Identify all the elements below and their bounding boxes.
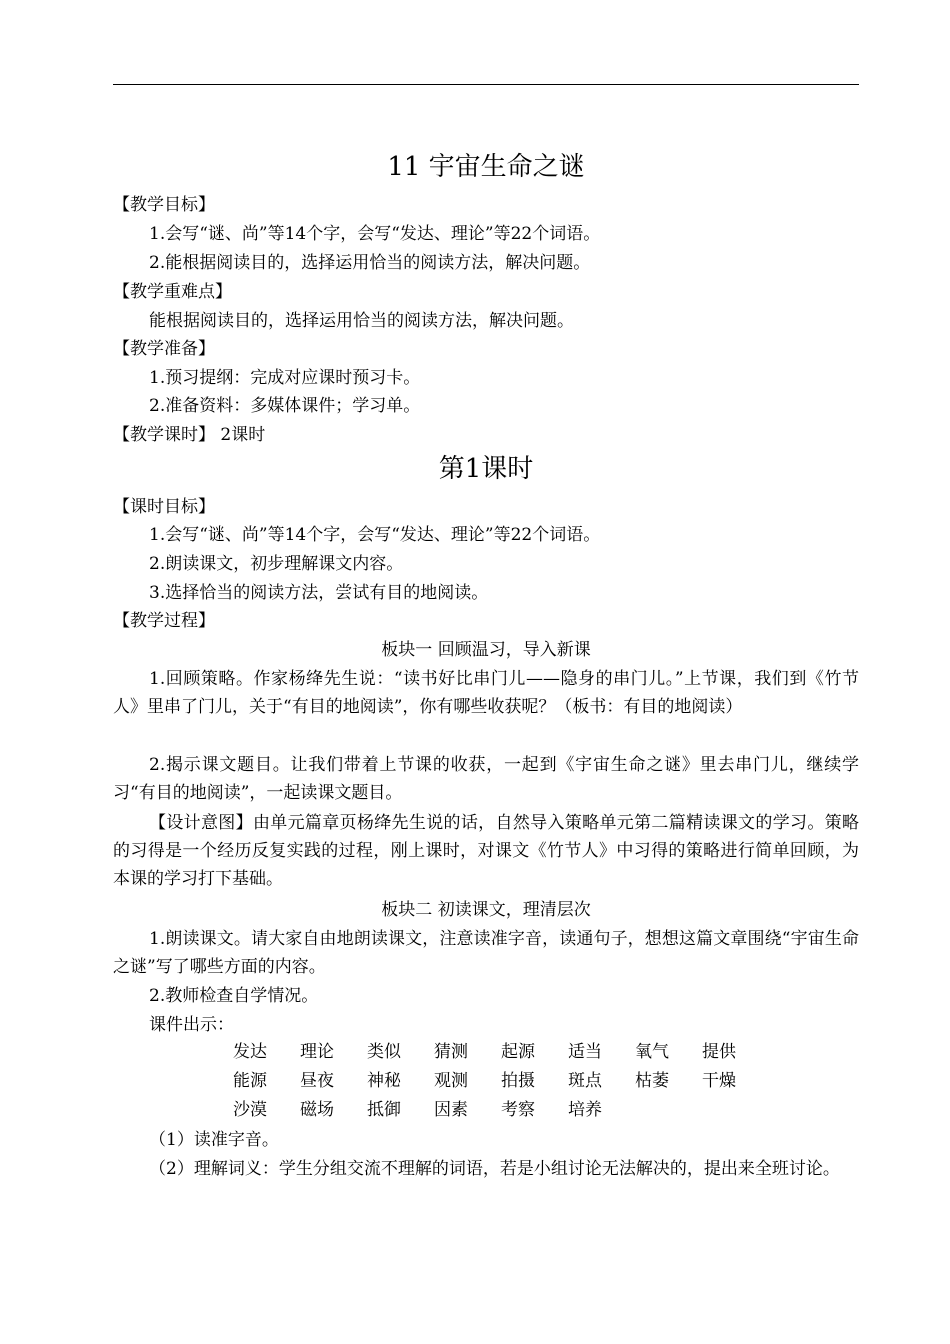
lesson-goal-item: 2.朗读课文，初步理解课文内容。 bbox=[149, 554, 404, 574]
paragraph-review: 1.回顾策略。作家杨绛先生说：“读书好比串门儿——隐身的串门儿。”上节课，我们到《竹节人》里串了门儿，关于“有目的地阅读”，你有哪些收获呢？（板书：有目的地阅读） bbox=[113, 669, 859, 717]
paragraph-read-aloud: 1.朗读课文。请大家自由地朗读课文，注意读准字音，读通句子，想想这篇文章围绕“宇宙生命之谜”写了哪些方面的内容。 bbox=[113, 929, 859, 977]
vocabulary-word: 神秘 bbox=[367, 1071, 401, 1091]
section-heading-lesson-goals: 【课时目标】 bbox=[113, 497, 215, 517]
vocabulary-word: 观测 bbox=[434, 1071, 468, 1091]
paragraph-design-intent: 【设计意图】由单元篇章页杨绛先生说的话，自然导入策略单元第二篇精读课文的学习。策略的习得是一个经历反复实践的过程，刚上课时，对课文《竹节人》中习得的策略进行简单回顾，为本课的学习打下基础。 bbox=[113, 813, 859, 889]
vocabulary-word: 类似 bbox=[367, 1042, 401, 1062]
paragraph-reveal-title: 2.揭示课文题目。让我们带着上节课的收获，一起到《宇宙生命之谜》里去串门儿，继续学习“有目的地阅读”，一起读课文题目。 bbox=[113, 755, 859, 803]
vocabulary-word: 起源 bbox=[501, 1042, 535, 1062]
paragraph-courseware: 课件出示： bbox=[149, 1015, 234, 1035]
section-heading-goals: 【教学目标】 bbox=[113, 195, 215, 215]
paragraph-check: 2.教师检查自学情况。 bbox=[149, 986, 319, 1006]
vocabulary-row bbox=[233, 1067, 769, 1096]
vocabulary-row bbox=[233, 1038, 769, 1067]
vocabulary-word: 能源 bbox=[233, 1071, 267, 1091]
vocabulary-word: 因素 bbox=[434, 1100, 468, 1120]
section-heading-key-points: 【教学重难点】 bbox=[113, 282, 232, 302]
section-heading-process: 【教学过程】 bbox=[113, 611, 215, 631]
key-point-text: 能根据阅读目的，选择运用恰当的阅读方法，解决问题。 bbox=[149, 311, 574, 331]
vocabulary-word: 氧气 bbox=[635, 1042, 669, 1062]
vocabulary-word: 磁场 bbox=[300, 1100, 334, 1120]
page-title: 11 宇宙生命之谜 bbox=[387, 152, 585, 182]
vocabulary-word: 抵御 bbox=[367, 1100, 401, 1120]
step-understand-meaning: （2）理解词义：学生分组交流不理解的词语，若是小组讨论无法解决的，提出来全班讨论。 bbox=[149, 1159, 840, 1179]
vocabulary-word: 干燥 bbox=[702, 1071, 736, 1091]
vocabulary-word: 培养 bbox=[568, 1100, 602, 1120]
header-rule bbox=[113, 84, 859, 85]
vocabulary-grid bbox=[233, 1038, 769, 1125]
goal-item: 1.会写“谜、尚”等14个字，会写“发达、理论”等22个词语。 bbox=[149, 224, 601, 244]
vocabulary-word: 斑点 bbox=[568, 1071, 602, 1091]
section-heading-preparation: 【教学准备】 bbox=[113, 339, 215, 359]
vocabulary-row bbox=[233, 1096, 769, 1125]
vocabulary-word: 考察 bbox=[501, 1100, 535, 1120]
preparation-item: 2.准备资料：多媒体课件；学习单。 bbox=[149, 396, 421, 416]
preparation-item: 1.预习提纲：完成对应课时预习卡。 bbox=[149, 368, 421, 388]
vocabulary-word: 发达 bbox=[233, 1042, 267, 1062]
vocabulary-word: 提供 bbox=[702, 1042, 736, 1062]
section-heading-hours: 【教学课时】 2课时 bbox=[113, 425, 266, 445]
block-one-title: 板块一 回顾温习，导入新课 bbox=[381, 640, 591, 660]
vocabulary-word: 适当 bbox=[568, 1042, 602, 1062]
vocabulary-word: 猜测 bbox=[434, 1042, 468, 1062]
block-two-title: 板块二 初读课文，理清层次 bbox=[381, 900, 591, 920]
goal-item: 2.能根据阅读目的，选择运用恰当的阅读方法，解决问题。 bbox=[149, 253, 591, 273]
vocabulary-word: 理论 bbox=[300, 1042, 334, 1062]
vocabulary-word: 拍摄 bbox=[501, 1071, 535, 1091]
vocabulary-word: 昼夜 bbox=[300, 1071, 334, 1091]
step-read-pronunciation: （1）读准字音。 bbox=[149, 1130, 279, 1150]
lesson-goal-item: 3.选择恰当的阅读方法，尝试有目的地阅读。 bbox=[149, 583, 489, 603]
vocabulary-word: 枯萎 bbox=[635, 1071, 669, 1091]
lesson-goal-item: 1.会写“谜、尚”等14个字，会写“发达、理论”等22个词语。 bbox=[149, 525, 601, 545]
lesson-title: 第1课时 bbox=[438, 454, 534, 484]
vocabulary-word: 沙漠 bbox=[233, 1100, 267, 1120]
